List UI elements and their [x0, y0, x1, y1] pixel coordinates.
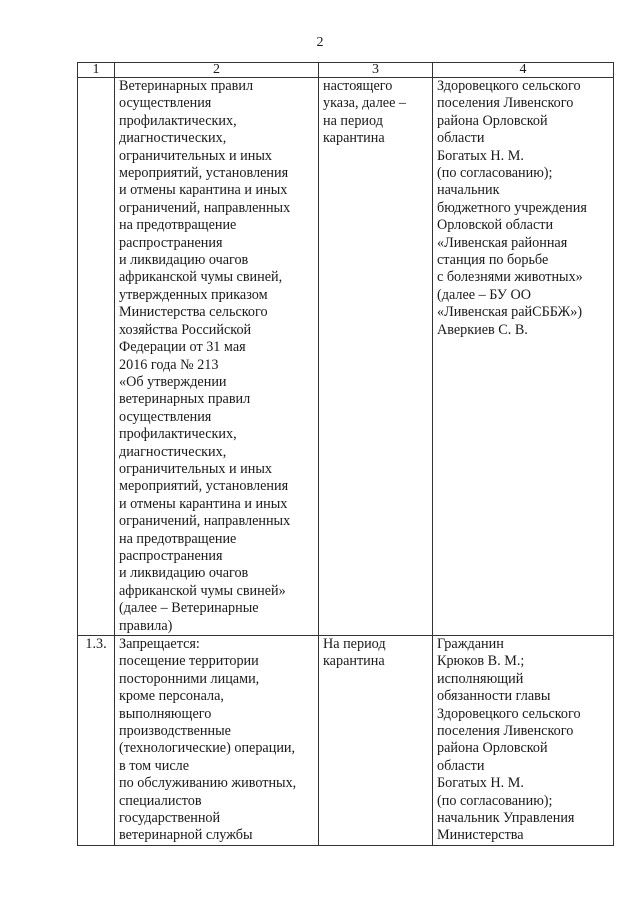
- text-line: Здоровецкого сельского: [437, 705, 581, 722]
- text-line: Богатых Н. М.: [437, 147, 524, 164]
- text-line: «Ливенская районная: [437, 234, 568, 251]
- text-line: и ликвидацию очагов: [119, 565, 249, 582]
- text-line: посещение территории: [119, 653, 259, 670]
- text-line: осуществления: [119, 408, 212, 425]
- measure-cell: [115, 78, 319, 636]
- text-line: мероприятий, установления: [119, 165, 289, 182]
- text-line: диагностических,: [119, 443, 227, 460]
- table-row: [78, 78, 614, 636]
- table-row: [78, 636, 614, 846]
- text-line: кроме персонала,: [119, 688, 224, 705]
- text-line: начальник Управления: [437, 810, 575, 827]
- text-line: профилактических,: [119, 426, 237, 443]
- text-line: указа, далее –: [323, 95, 407, 112]
- text-line: ветеринарной службы: [119, 827, 253, 844]
- text-line: специалистов: [119, 792, 202, 809]
- text-line: утвержденных приказом: [119, 286, 268, 303]
- text-line: распространения: [119, 547, 223, 564]
- text-line: Орловской области: [437, 217, 554, 234]
- text-line: осуществления: [119, 95, 212, 112]
- text-line: на предотвращение: [119, 530, 237, 547]
- term-cell: [319, 78, 433, 636]
- text-line: (по согласованию);: [437, 792, 553, 809]
- text-line: карантина: [323, 130, 385, 147]
- text-line: (далее – БУ ОО: [437, 286, 531, 303]
- text-line: ограничительных и иных: [119, 147, 272, 164]
- text-line: Запрещается:: [119, 636, 200, 652]
- text-line: ограничительных и иных: [119, 460, 272, 477]
- text-line: Министерства сельского: [119, 304, 268, 321]
- text-line: района Орловской: [437, 740, 548, 757]
- text-line: посторонними лицами,: [119, 670, 260, 687]
- text-line: диагностических,: [119, 130, 227, 147]
- text-line: правила): [119, 617, 173, 634]
- table-header-row: [78, 63, 614, 78]
- text-line: ветеринарных правил: [119, 391, 251, 408]
- text-line: по обслуживанию животных,: [119, 775, 297, 792]
- text-line: Здоровецкого сельского: [437, 78, 581, 94]
- text-line: (далее – Ветеринарные: [119, 600, 259, 617]
- text-line: Министерства: [437, 827, 524, 844]
- text-line: «Об утверждении: [119, 373, 227, 390]
- text-line: на период: [323, 112, 383, 129]
- responsible-cell: [433, 78, 614, 636]
- column-header: 2: [115, 63, 319, 78]
- text-line: с болезнями животных»: [437, 269, 583, 286]
- text-line: бюджетного учреждения: [437, 199, 587, 216]
- text-line: африканской чумы свиней,: [119, 269, 283, 286]
- text-line: Федерации от 31 мая: [119, 339, 246, 356]
- text-line: Гражданин: [437, 636, 504, 652]
- text-line: распространения: [119, 234, 223, 251]
- measures-table: [77, 62, 614, 846]
- text-line: карантина: [323, 653, 385, 670]
- text-line: станция по борьбе: [437, 252, 549, 269]
- text-line: и ликвидацию очагов: [119, 252, 249, 269]
- text-line: На период: [323, 636, 386, 652]
- row-number: [78, 78, 115, 636]
- text-line: области: [437, 757, 485, 774]
- measure-cell: [115, 636, 319, 846]
- text-line: профилактических,: [119, 112, 237, 129]
- text-line: мероприятий, установления: [119, 478, 289, 495]
- term-cell: [319, 636, 433, 846]
- text-line: 2016 года № 213: [119, 356, 219, 373]
- text-line: Аверкиев С. В.: [437, 321, 528, 338]
- page-number: 2: [316, 35, 324, 50]
- text-line: поселения Ливенского: [437, 723, 574, 740]
- text-line: настоящего: [323, 78, 393, 94]
- text-line: Ветеринарных правил: [119, 78, 254, 94]
- text-line: производственные: [119, 723, 231, 740]
- row-number: 1.3.: [78, 636, 115, 846]
- text-line: выполняющего: [119, 705, 212, 722]
- text-line: поселения Ливенского: [437, 95, 574, 112]
- text-line: (технологические) операции,: [119, 740, 296, 757]
- text-line: государственной: [119, 810, 221, 827]
- text-line: ограничений, направленных: [119, 199, 291, 216]
- text-line: ограничений, направленных: [119, 513, 291, 530]
- text-line: (по согласованию);: [437, 165, 553, 182]
- text-line: Крюков В. М.;: [437, 653, 525, 670]
- text-line: обязанности главы: [437, 688, 551, 705]
- text-line: и отмены карантина и иных: [119, 495, 288, 512]
- text-line: в том числе: [119, 757, 190, 774]
- column-header: 1: [78, 63, 115, 78]
- text-line: области: [437, 130, 485, 147]
- text-line: и отмены карантина и иных: [119, 182, 288, 199]
- text-line: Богатых Н. М.: [437, 775, 524, 792]
- column-header: 3: [319, 63, 433, 78]
- text-line: «Ливенская райСББЖ»): [437, 304, 583, 321]
- text-line: африканской чумы свиней»: [119, 582, 286, 599]
- text-line: начальник: [437, 182, 500, 199]
- text-line: хозяйства Российской: [119, 321, 252, 338]
- text-line: на предотвращение: [119, 217, 237, 234]
- text-line: исполняющий: [437, 670, 524, 687]
- text-line: района Орловской: [437, 112, 548, 129]
- responsible-cell: [433, 636, 614, 846]
- column-header: 4: [433, 63, 614, 78]
